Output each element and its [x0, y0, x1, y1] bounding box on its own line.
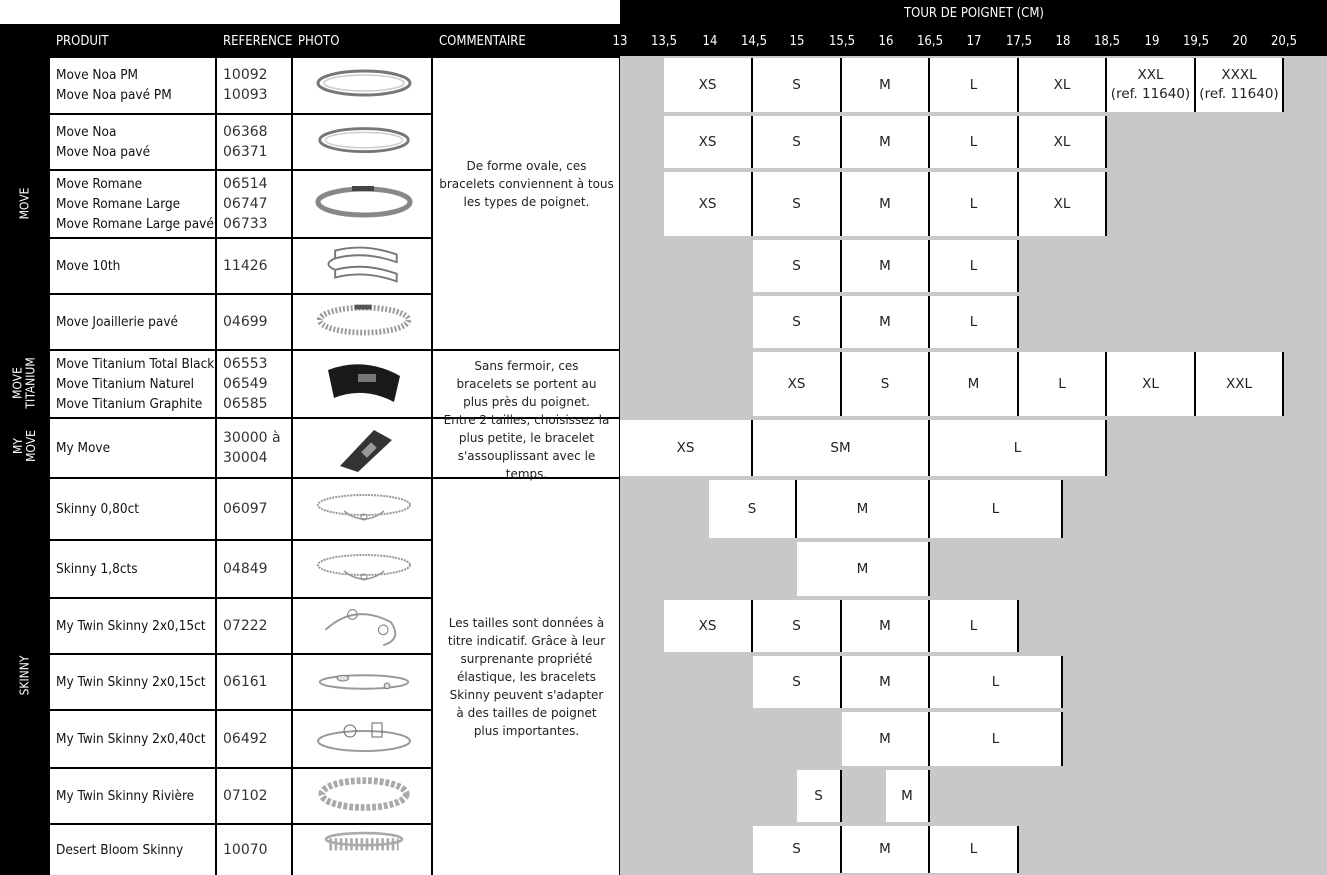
- reference-number: 30004: [223, 450, 268, 466]
- product-name: My Twin Skinny 2x0,15ct: [56, 674, 206, 690]
- product-photo: [300, 478, 428, 540]
- size-tick: 17: [966, 34, 982, 49]
- reference-number: 10070: [223, 841, 268, 858]
- size-label: S: [792, 617, 801, 634]
- size-label: XS: [698, 76, 717, 93]
- size-cell: [620, 420, 753, 476]
- size-band: [620, 768, 1327, 824]
- size-cell: [753, 826, 842, 873]
- reference-number: 06368: [223, 124, 268, 140]
- product-photo: [300, 294, 428, 350]
- slotted-bangle-image: [312, 178, 416, 230]
- size-cell: [753, 296, 842, 348]
- reference-number: 04699: [223, 314, 268, 330]
- header-comment: COMMENTAIRE: [439, 34, 526, 49]
- reference-number: 06733: [223, 216, 268, 232]
- size-cell: [930, 240, 1019, 292]
- size-label: XL: [1053, 76, 1071, 93]
- reference-numbers: [223, 56, 268, 114]
- product-names: [56, 170, 214, 238]
- size-label: M: [967, 375, 980, 392]
- size-label: M: [856, 560, 869, 577]
- size-label: M: [879, 673, 891, 690]
- twin-open-bangle-image: [312, 601, 416, 651]
- size-cell: [842, 116, 930, 168]
- size-label: XL: [1053, 195, 1071, 212]
- size-cell: [842, 656, 930, 708]
- reference-number: 06585: [223, 396, 268, 412]
- product-name: My Twin Skinny 2x0,15ct: [56, 618, 206, 634]
- reference-numbers: [223, 654, 268, 710]
- size-label: S: [792, 133, 801, 150]
- size-cell: [1196, 352, 1284, 416]
- comment-skinny: Les tailles sont données à titre indicatif. Grâce à leur surprenante propriété élastique, les bracelets Skinny peuvent s'adapter à des tailles de poignet plus importantes.: [447, 615, 606, 738]
- category-label: [0, 416, 50, 476]
- size-cell: [930, 296, 1019, 348]
- size-cell: [797, 542, 930, 596]
- reference-numbers: [223, 294, 268, 350]
- bloom-bracelet-image: [312, 827, 416, 872]
- size-cell: [753, 600, 842, 652]
- product-photo: [300, 170, 428, 238]
- product-name: Move Titanium Total Black: [56, 356, 215, 372]
- reference-numbers: [223, 540, 268, 598]
- product-name: Move Joaillerie pavé: [56, 314, 178, 330]
- category-text: MOVE TITANIUM: [11, 357, 39, 409]
- product-photo: [300, 710, 428, 768]
- twin-stone-bangle-image: [312, 713, 416, 765]
- size-cell: [1019, 58, 1107, 112]
- reference-numbers: [223, 598, 268, 654]
- size-cell: [753, 240, 842, 292]
- product-photo: [300, 654, 428, 710]
- product-name: My Twin Skinny Rivière: [56, 788, 195, 804]
- product-names: [56, 418, 110, 478]
- cord-bracelet-image: [312, 422, 416, 474]
- reference-numbers: [223, 114, 268, 170]
- size-tick: 13,5: [650, 34, 678, 49]
- titanium-cuff-image: [312, 358, 416, 410]
- size-label: M: [901, 787, 913, 804]
- size-label: S: [792, 673, 801, 690]
- size-cell: [930, 656, 1063, 708]
- size-label: SM: [830, 439, 851, 456]
- reference-numbers: [223, 238, 268, 294]
- skinny-bracelet-image: [312, 483, 416, 535]
- size-band: [620, 114, 1327, 170]
- header-photo: PHOTO: [298, 34, 340, 49]
- product-name: Desert Bloom Skinny: [56, 841, 184, 858]
- product-names: [56, 598, 206, 654]
- size-cell: [930, 600, 1019, 652]
- reference-number: 11426: [223, 258, 268, 274]
- product-photo: [300, 114, 428, 170]
- reference-number: 06161: [223, 674, 268, 690]
- product-photo: [300, 824, 428, 875]
- skinny-bracelet-image: [312, 543, 416, 595]
- category-label: [0, 56, 50, 350]
- reference-number: 07102: [223, 788, 268, 804]
- size-label: L: [969, 257, 978, 274]
- size-label: L: [1058, 375, 1066, 392]
- category-text: SKINNY: [17, 655, 32, 696]
- size-label: M: [879, 257, 891, 274]
- product-names: [56, 768, 194, 824]
- header-reference: REFERENCE: [223, 34, 293, 49]
- size-note: (ref. 11640): [1199, 86, 1279, 102]
- header-product: PRODUIT: [56, 34, 109, 49]
- size-cell: [664, 172, 753, 236]
- size-tick: 17,5: [1005, 34, 1033, 49]
- product-names: [56, 294, 178, 350]
- reference-numbers: [223, 710, 268, 768]
- product-names: [56, 654, 206, 710]
- size-cell: [797, 480, 930, 538]
- size-cell: [930, 480, 1063, 538]
- product-names: [56, 56, 172, 114]
- reference-number: 10093: [223, 87, 268, 103]
- size-label: M: [879, 841, 891, 857]
- size-label: XS: [787, 375, 806, 392]
- reference-number: 10092: [223, 67, 268, 83]
- size-label: L: [991, 730, 1000, 747]
- category-text: MY MOVE: [11, 430, 38, 462]
- column-divider: [431, 56, 433, 875]
- size-label: XS: [698, 617, 717, 634]
- reference-number: 06371: [223, 144, 268, 160]
- product-name: Move Romane Large pavé: [56, 216, 214, 232]
- reference-number: 06549: [223, 376, 268, 392]
- size-cell: [842, 58, 930, 112]
- product-photo: [300, 768, 428, 824]
- size-label: L: [991, 500, 1000, 517]
- product-photo: [300, 238, 428, 294]
- size-tick: 19,5: [1182, 34, 1210, 49]
- size-label: M: [879, 617, 891, 634]
- size-label: M: [879, 730, 891, 747]
- size-label: S: [880, 375, 890, 392]
- pave-bangle-image: [312, 297, 416, 347]
- size-label: L: [969, 133, 978, 150]
- size-label: S: [792, 195, 801, 212]
- size-label: XXL: [1225, 375, 1253, 392]
- size-label: XS: [698, 195, 717, 212]
- size-cell: [1107, 352, 1196, 416]
- size-band: [620, 824, 1327, 875]
- size-cell: [930, 712, 1063, 766]
- size-cell: [664, 600, 753, 652]
- product-name: Move 10th: [56, 258, 121, 274]
- size-cell: [797, 770, 842, 822]
- product-names: [56, 350, 214, 418]
- size-label: XS: [698, 133, 717, 150]
- size-cell: [842, 172, 930, 236]
- size-label: M: [856, 500, 869, 517]
- size-cell: [753, 116, 842, 168]
- product-name: Move Romane: [56, 176, 143, 192]
- size-cell: [886, 770, 930, 822]
- size-label: S: [792, 257, 801, 274]
- reference-numbers: [223, 824, 268, 875]
- size-cell: [753, 58, 842, 112]
- thin-bangle-image: [312, 117, 416, 167]
- size-cell: [753, 352, 842, 416]
- size-cell: [930, 352, 1019, 416]
- size-label: L: [969, 195, 978, 212]
- size-label: L: [969, 313, 978, 330]
- size-tick: 18,5: [1093, 34, 1121, 49]
- reference-number: 30000 à: [223, 430, 281, 446]
- size-label: L: [1013, 439, 1022, 456]
- category-label: [0, 350, 50, 416]
- size-cell: [930, 826, 1019, 873]
- size-cell: [709, 480, 797, 538]
- size-tick: 14: [702, 34, 718, 49]
- size-cell: [930, 58, 1019, 112]
- size-tick: 15: [789, 34, 805, 49]
- product-name: Move Noa pavé PM: [56, 87, 172, 103]
- size-label: S: [792, 841, 801, 857]
- product-photo: [300, 56, 428, 114]
- product-names: [56, 710, 206, 768]
- riviere-bracelet-image: [312, 771, 416, 821]
- size-cell: [1019, 172, 1107, 236]
- comment-titanium: Sans fermoir, ces bracelets se portent au plus près du poignet.: [456, 359, 597, 409]
- size-cell: [753, 420, 930, 476]
- product-name: My Move: [56, 440, 111, 456]
- reference-number: 06514: [223, 176, 268, 192]
- size-label: M: [879, 195, 891, 212]
- size-label: L: [969, 76, 978, 93]
- reference-number: 06553: [223, 356, 268, 372]
- size-label: S: [792, 313, 801, 330]
- product-names: [56, 478, 139, 540]
- product-names: [56, 238, 120, 294]
- product-photo: [300, 418, 428, 478]
- size-cell: [842, 296, 930, 348]
- product-photo: [300, 540, 428, 598]
- product-name: Move Noa PM: [56, 67, 139, 83]
- category-text: MOVE: [17, 187, 32, 219]
- size-label: XXL: [1137, 67, 1164, 83]
- comment-merge-mask: [433, 113, 619, 115]
- product-name: Move Romane Large: [56, 196, 181, 212]
- category-label: [0, 476, 50, 875]
- size-label: S: [747, 500, 757, 517]
- size-band: [620, 478, 1327, 540]
- size-cell: [1019, 352, 1107, 416]
- size-label: M: [879, 313, 891, 330]
- product-name: Move Titanium Naturel: [56, 376, 194, 392]
- size-band: [620, 710, 1327, 768]
- size-note: (ref. 11640): [1110, 86, 1191, 102]
- reference-number: 04849: [223, 561, 268, 577]
- size-band: [620, 654, 1327, 710]
- size-band: [620, 294, 1327, 350]
- size-tick: 20: [1232, 34, 1248, 49]
- size-label: XL: [1053, 133, 1071, 150]
- reference-number: 06492: [223, 731, 268, 747]
- size-tick: 16,5: [916, 34, 944, 49]
- twin-thin-bangle-image: [312, 657, 416, 707]
- size-band: [620, 170, 1327, 238]
- product-name: Skinny 0,80ct: [56, 501, 140, 517]
- comment-move: De forme ovale, ces bracelets conviennent à tous les types de poignet.: [439, 159, 614, 209]
- reference-number: 06097: [223, 501, 268, 517]
- open-bangle-image: [312, 241, 416, 291]
- size-cell: [1107, 58, 1196, 112]
- size-cell: [664, 116, 753, 168]
- size-tick: 20,5: [1270, 34, 1298, 49]
- size-label: M: [879, 133, 891, 150]
- product-name: Skinny 1,8cts: [56, 561, 138, 577]
- size-tick: 14,5: [740, 34, 768, 49]
- product-names: [56, 540, 138, 598]
- size-cell: [753, 656, 842, 708]
- size-band: [620, 540, 1327, 598]
- size-label: L: [969, 841, 978, 857]
- size-cell: [842, 600, 930, 652]
- comment-merge-mask: [433, 237, 619, 239]
- size-label: L: [969, 617, 978, 634]
- reference-numbers: [223, 418, 281, 478]
- size-label: XS: [676, 439, 695, 456]
- size-label: XXXL: [1221, 67, 1257, 83]
- size-label: L: [991, 673, 1000, 690]
- column-divider: [215, 56, 217, 875]
- size-tick: 13: [612, 34, 628, 49]
- product-name: Move Noa: [56, 124, 117, 140]
- reference-number: 06747: [223, 196, 268, 212]
- wrist-size-title: TOUR DE POIGNET (CM): [903, 6, 1045, 21]
- product-photo: [300, 598, 428, 654]
- reference-numbers: [223, 478, 268, 540]
- reference-numbers: [223, 170, 268, 238]
- size-band: [620, 598, 1327, 654]
- size-label: S: [792, 76, 801, 93]
- size-tick: 16: [878, 34, 894, 49]
- size-band: [620, 56, 1327, 114]
- size-cell: [930, 420, 1107, 476]
- thin-bangle-image: [312, 59, 416, 111]
- size-cell: [664, 58, 753, 112]
- size-cell: [842, 826, 930, 873]
- reference-numbers: [223, 350, 268, 418]
- size-cell: [1196, 58, 1284, 112]
- size-label: XL: [1142, 375, 1159, 392]
- product-name: My Twin Skinny 2x0,40ct: [56, 731, 206, 747]
- size-tick: 15,5: [828, 34, 856, 49]
- size-cell: [930, 172, 1019, 236]
- size-cell: [1019, 116, 1107, 168]
- product-name: Move Titanium Graphite: [56, 396, 203, 412]
- product-name: Move Noa pavé: [56, 144, 151, 160]
- size-cell: [842, 712, 930, 766]
- reference-number: 07222: [223, 618, 268, 634]
- size-tick: 18: [1055, 34, 1071, 49]
- product-photo: [300, 350, 428, 418]
- size-cell: [842, 352, 930, 416]
- comment-my-move: Entre 2 tailles, choisissez la plus petite, le bracelet s'assouplissant avec le temps.: [443, 413, 610, 481]
- size-cell: [753, 172, 842, 236]
- size-cell: [842, 240, 930, 292]
- product-names: [56, 824, 183, 875]
- size-label: M: [879, 76, 891, 93]
- size-band: [620, 238, 1327, 294]
- comment-merge-mask: [433, 293, 619, 295]
- size-band: [620, 418, 1327, 478]
- size-cell: [930, 116, 1019, 168]
- size-label: S: [814, 787, 823, 804]
- size-tick: 19: [1144, 34, 1160, 49]
- column-divider: [291, 56, 293, 875]
- reference-numbers: [223, 768, 268, 824]
- size-band: [620, 350, 1327, 418]
- product-names: [56, 114, 150, 170]
